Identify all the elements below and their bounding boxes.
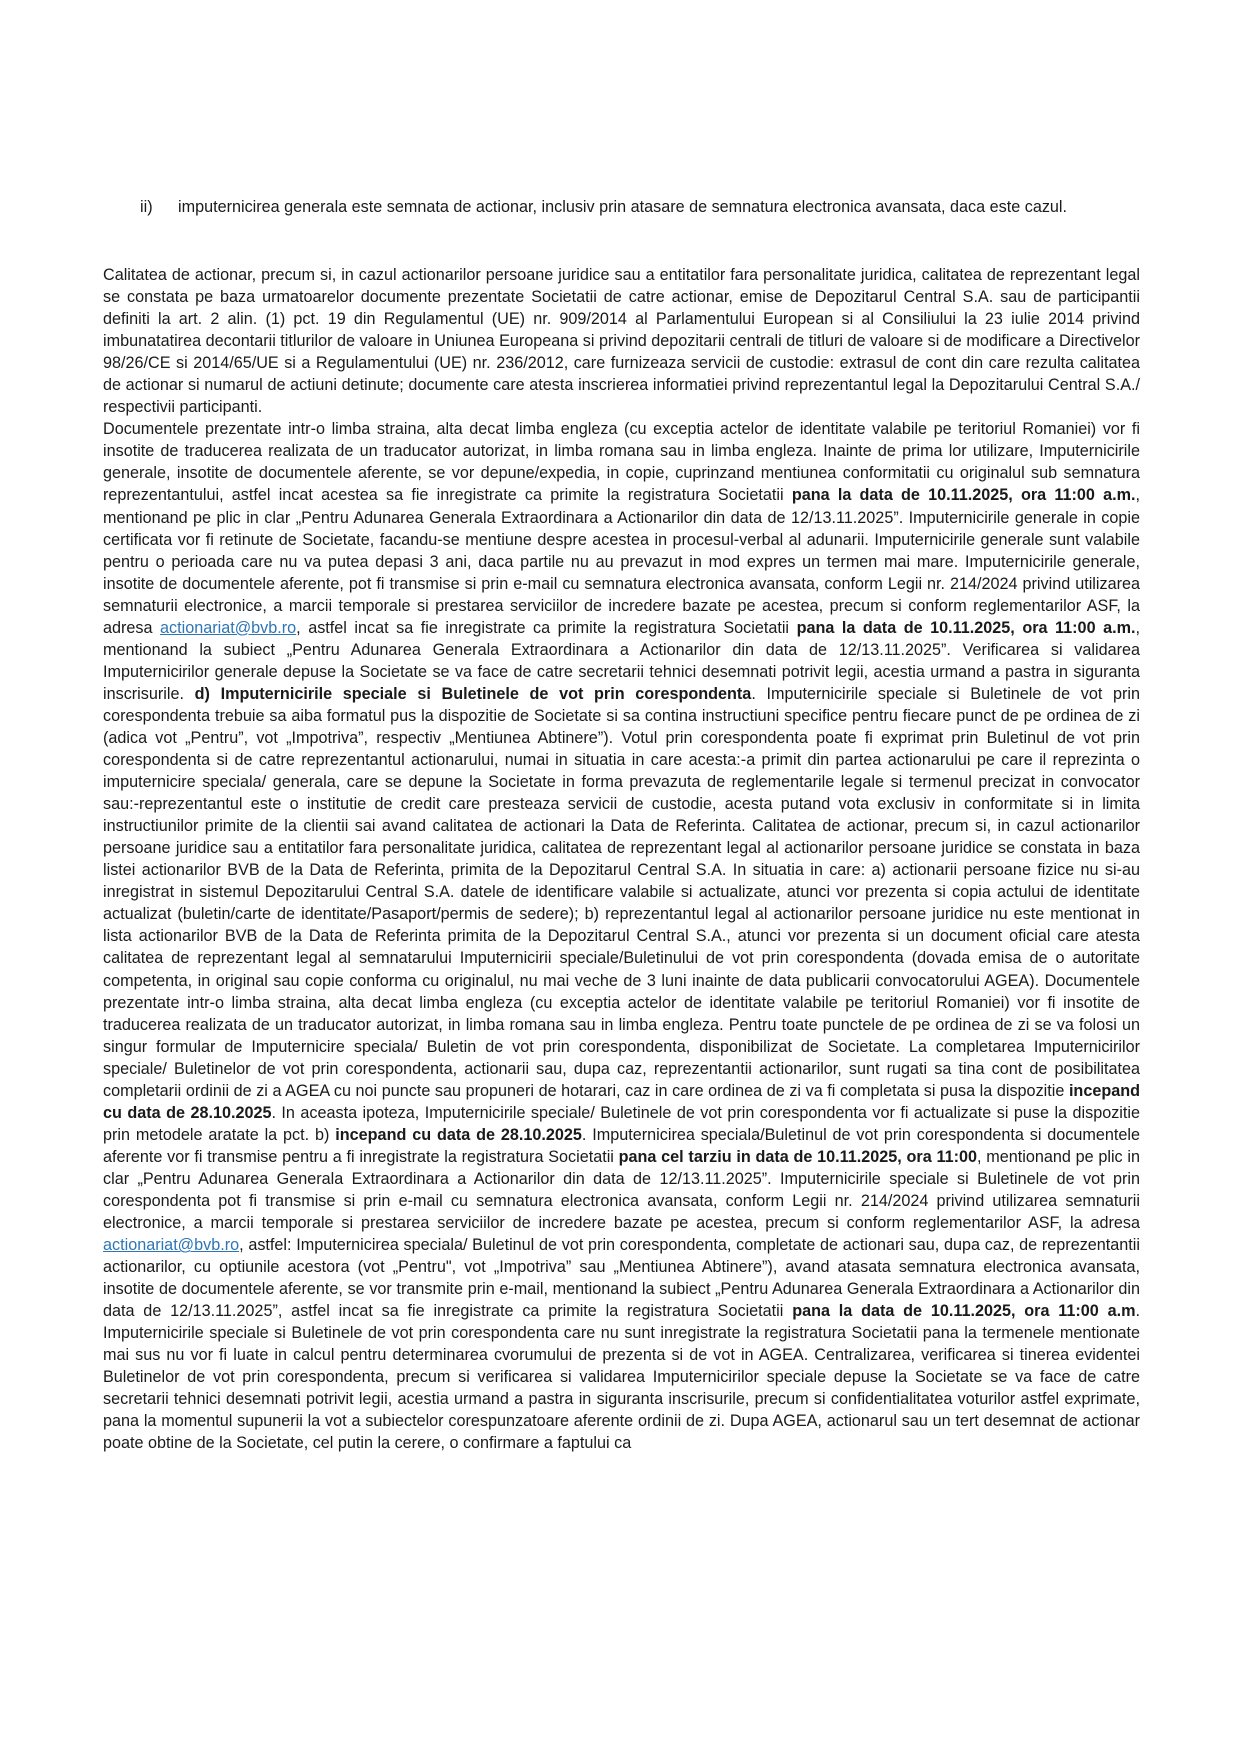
paragraph-powers-of-attorney [103, 418, 1140, 1454]
text-segment: , astfel: Imputernicirea speciala/ Buletinul de vot prin corespondenta, completate de actionari sau, dupa caz, de reprezentantii actionarilor, cu optiunile acestora (vot „Pentru", vot „Impotriva” sau „Mentiunea Abtinere”), avand atasata semnatura electronica avansata, insotite de documentele aferente, se vor transmite prin e-mail, mentionand la subiect „Pentru Adunarea Generala Extraordinara a Actionarilor din data de 12/13.11.2025”, astfel incat sa fie inregistrate ca primite la registratura Societatii [103, 1236, 1140, 1321]
list-item-text: imputernicirea generala este semnata de actionar, inclusiv prin atasare de semnatura electronica avansata, daca este cazul. [178, 198, 1068, 216]
text-segment: . Imputernicirea speciala/Buletinul de vot prin corespondenta si documentele aferente vor fi transmise pentru a fi inregistrate la registratura Societatii [103, 1125, 1140, 1166]
deadline-bold: pana la data de 10.11.2025, ora 11:00 a.m. [796, 618, 1136, 637]
text-segment: , mentionand pe plic in clar „Pentru Adunarea Generala Extraordinara a Actionarilor din data de 12/13.11.2025”. Imputernicirile generale in copie certificata vor fi retinute de Societate, facandu-se mentiune despre acestea in procesul-verbal al adunarii. Imputernicirile generale sunt valabile pentru o perioada care nu va putea depasi 3 ani, daca partile nu au prevazut in mod expres un termen mai mare. Imputernicirile generale, insotite de documentele aferente, pot fi transmise si prin e-mail cu semnatura electronica avansata, conform Legii nr. 214/2024 privind utilizarea semnaturii electronice, a marcii temporale si prestarea serviciilor de incredere bazate pe acestea, precum si conform reglementarilor ASF, la adresa [103, 486, 1140, 637]
document-body [103, 264, 1140, 1455]
text-segment: . In aceasta ipoteza, Imputernicirile speciale/ Buletinele de vot prin corespondenta vor fi actualizate si puse la dispozitie prin metodele aratate la pct. b) [103, 1103, 1140, 1144]
text-segment: . Imputernicirile speciale si Buletinele de vot prin corespondenta care nu sunt inregistrate la registratura Societatii pana la termenele mentionate mai sus nu vor fi luate in calcul pentru determinarea cvorumului de prezenta si de vot in AGEA. Centralizarea, verificarea si tinerea evidentei Buletinelor de vot prin corespondenta, precum si verificarea si validarea Imputernicirilor speciale depuse la Societate se va face de catre secretarii tehnici desemnati potrivit legii, acestia urmand a pastra in siguranta inscrisurile, precum si confidentialitatea voturilor astfel exprimate, pana la momentul supunerii la vot a subiectelor corespunzatoare aferente ordinii de zi. Dupa AGEA, actionarul sau un tert desemnat de actionar poate obtine de la Societate, cel putin la cerere, o confirmare a faptului ca [103, 1302, 1141, 1453]
email-link[interactable]: actionariat@bvb.ro [103, 1236, 240, 1255]
text-segment: , mentionand la subiect „Pentru Adunarea Generala Extraordinara a Actionarilor din data de 12/13.11.2025”. Verificarea si validarea Imputernicirilor generale depuse la Societate se va face de catre secretarii tehnici desemnati potrivit legii, acestia urmand a pastra in siguranta inscrisurile. [103, 618, 1140, 703]
text-segment: . Imputernicirile speciale si Buletinele de vot prin corespondenta trebuie sa aiba formatul pus la dispozitie de Societate si sa contina instructiuni specifice pentru fiecare punct de pe ordinea de zi (adica vot „Pentru”, vot „Impotriva”, respectiv „Mentiunea Abtinere”). Votul prin corespondenta poate fi exprimat prin Buletinul de vot prin corespondenta si de catre reprezentantul actionarului, numai in situatia in care acesta:-a primit din partea actionarului pe care il reprezinta o imputernicire speciala/ generala, care se depune la Societate in forma prevazuta de reglementarile legale si termenul precizat in convocator sau:-reprezentantul este o institutie de credit care presteaza servicii de custodie, acesta putand vota exclusiv in conformitate si in limita instructiunilor primite de la clientii sai avand calitatea de actionari la Data de Referinta. Calitatea de actionar, precum si, in cazul actionarilor persoane juridice sau a entitatilor fara personalitate juridica, calitatea de reprezentant legal al actionarilor persoane juridice se constata in baza listei actionarilor BVB de la Data de Referinta, primita de la Depozitarul Central S.A. In situatia in care: a) actionarii persoane fizice nu si-au inregistrat in sistemul Depozitarului Central S.A. datele de identificare valabile si actualizate, atunci vor prezenta si copia actului de identitate actualizat (buletin/carte de identitate/Pasaport/permis de sedere); b) reprezentantul legal al actionarilor persoane juridice nu este mentionat in lista actionarilor BVB de la Data de Referinta primita de la Depozitarul Central S.A., atunci vor prezenta si un document oficial care atesta calitatea de reprezentant legal al semnatarului Imputernicirii speciale/Buletinului de vot prin corespondenta (dovada emisa de o autoritate competenta, in original sau copie conforma cu originalul, nu mai veche de 3 luni inainte de data publicarii convocatorului AGEA). Documentele prezentate intr-o limba straina, alta decat limba engleza (cu exceptia actelor de identitate valabile pe teritoriul Romaniei) vor fi insotite de traducerea realizata de un traducator autorizat, in limba romana sau in limba engleza. Pentru toate punctele de pe ordinea de zi se va folosi un singur formular de Imputernicire speciala/ Buletin de vot prin corespondenta, disponibilizat de Societate. La completarea Imputernicirilor speciale/ Buletinelor de vot prin corespondenta, actionarii sau, dupa caz, reprezentantii actionarilor, sunt rugati sa tina cont de posibilitatea completarii ordinii de zi a AGEA cu noi puncte sau propuneri de hotarari, caz in care ordinea de zi va fi completata si pusa la dispozitie [103, 684, 1140, 1100]
date-bold: incepand cu data de 28.10.2025 [335, 1125, 582, 1144]
text-segment: , astfel incat sa fie inregistrate ca primite la registratura Societatii [296, 618, 797, 637]
text-segment: Documentele prezentate intr-o limba straina, alta decat limba engleza (cu exceptia actelor de identitate valabile pe teritoriul Romaniei) vor fi insotite de traducerea realizata de un traducator autorizat, in limba romana sau in limba engleza. Inainte de prima lor utilizare, Imputernicirile generale, insotite de documentele aferente, se vor depune/expedia, in copie, cuprinzand mentiunea conformitatii cu originalul sub semnatura reprezentantului, astfel incat acestea sa fie inregistrate ca primite la registratura Societatii [103, 420, 1140, 505]
deadline-bold: pana la data de 10.11.2025, ora 11:00 a.m [792, 1302, 1136, 1321]
list-item-number: ii) [140, 198, 153, 216]
deadline-bold: pana la data de 10.11.2025, ora 11:00 a.m. [791, 486, 1136, 505]
section-heading-d: d) Imputernicirile speciale si Buletinele de vot prin corespondenta [194, 684, 752, 703]
text-segment: , mentionand pe plic in clar „Pentru Adunarea Generala Extraordinara a Actionarilor din data de 12/13.11.2025”. Imputernicirile speciale si Buletinele de vot prin corespondenta pot fi transmise si prin e-mail cu semnatura electronica avansata, conform Legii nr. 214/2024 privind utilizarea semnaturii electronice, a marcii temporale si prestarea serviciilor de incredere bazate pe acestea, precum si conform reglementarilor ASF, la adresa [103, 1147, 1140, 1233]
date-bold: incepand cu data de 28.10.2025 [103, 1081, 1140, 1122]
paragraph-shareholder-status: Calitatea de actionar, precum si, in cazul actionarilor persoane juridice sau a entitatilor fara personalitate juridica, calitatea de reprezentant legal se constata pe baza urmatoarelor documente prezentate Societatii de catre actionar, emise de Depozitarul Central S.A. sau de participantii definiti la art. 2 alin. (1) pct. 19 din Regulamentul (UE) nr. 909/2014 al Parlamentului European si al Consiliului la 23 iulie 2014 privind imbunatatirea decontarii titlurilor de valoare in Uniunea Europeana si privind depozitarii centrali de titluri de valoare si de modificare a Directivelor 98/26/CE si 2014/65/UE si a Regulamentului (UE) nr. 236/2012, care furnizeaza servicii de custodie: extrasul de cont din care rezulta calitatea de actionar si numarul de actiuni detinute; documente care atesta inscrierea informatiei privind reprezentantul legal la Depozitarului Central S.A./ respectivii participanti. [103, 266, 1140, 417]
deadline-bold: pana cel tarziu in data de 10.11.2025, ora 11:00 [618, 1147, 977, 1166]
email-link[interactable]: actionariat@bvb.ro [160, 618, 297, 637]
